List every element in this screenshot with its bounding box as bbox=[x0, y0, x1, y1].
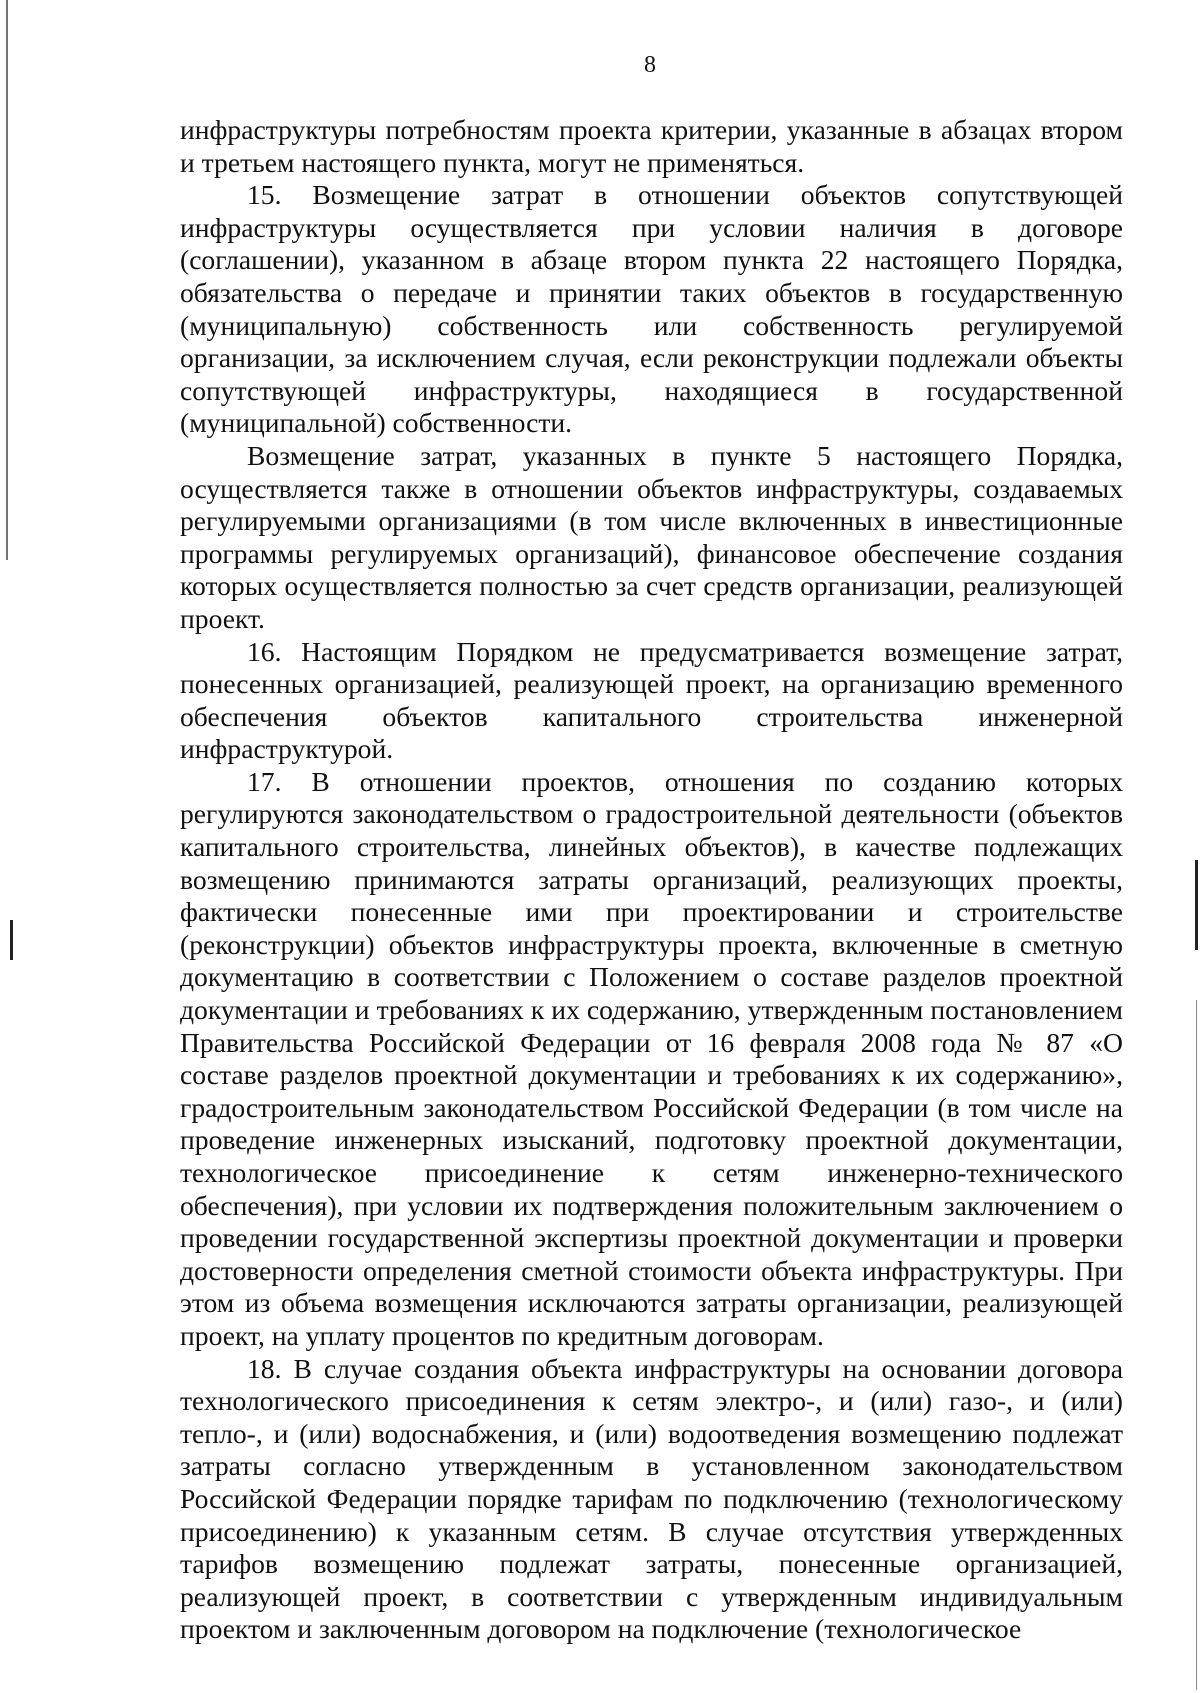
page-number: 8 bbox=[644, 52, 656, 78]
paragraph-item-15-second: Возмещение затрат, указанных в пункте 5 настоящего Порядка, осуществляется также в отношении объектов инфраструктуры, создаваемых регулируемыми организациями (в том числе включенных в инвестиционные программы регулируемых организаций), финансовое обеспечение создания которых осуществляется полностью за счет средств организации, реализующей проект. bbox=[180, 439, 1123, 634]
document-body bbox=[180, 114, 1123, 1646]
paragraph-item-15: 15. Возмещение затрат в отношении объектов сопутствующей инфраструктуры осуществляется при условии наличия в договоре (соглашении), указанном в абзаце втором пункта 22 настоящего Порядка, обязательства о передаче и принятии таких объектов в государственную (муниципальную) собственность или собственность регулируемой организации, за исключением случая, если реконструкции подлежали объекты сопутствующей инфраструктуры, находящиеся в государственной (муниципальной) собственности. bbox=[180, 179, 1123, 439]
scan-edge-right bbox=[1196, 1000, 1197, 1690]
scan-edge-left bbox=[6, 0, 8, 560]
scan-mark-right bbox=[1195, 860, 1198, 950]
paragraph-item-18: 18. В случае создания объекта инфраструктуры на основании договора технологического присоединения к сетям электро-, и (или) газо-, и (или) тепло-, и (или) водоснабжения, и (или) водоотведения возмещению подлежат затраты согласно утвержденным в установленном законодательством Российской Федерации порядке тарифам по подключению (технологическому присоединению) к указанным сетям. В случае отсутствия утвержденных тарифов возмещению подлежат затраты, понесенные организацией, реализующей проект, в соответствии с утвержденным индивидуальным проектом и заключенным договором на подключение (технологическое bbox=[180, 1352, 1123, 1645]
paragraph-continuation: инфраструктуры потребностям проекта критерии, указанные в абзацах втором и третьем настоящего пункта, могут не применяться. bbox=[180, 114, 1123, 178]
paragraph-item-16: 16. Настоящим Порядком не предусматривается возмещение затрат, понесенных организацией, реализующей проект, на организацию временного обеспечения объектов капитального строительства инженерной инфраструктурой. bbox=[180, 635, 1123, 765]
scan-mark-left bbox=[10, 920, 13, 960]
paragraph-item-17: 17. В отношении проектов, отношения по созданию которых регулируются законодательством о градостроительной деятельности (объектов капитального строительства, линейных объектов), в качестве подлежащих возмещению принимаются затраты организаций, реализующих проекты, фактически понесенные ими при проектировании и строительстве (реконструкции) объектов инфраструктуры проекта, включенные в сметную документацию в соответствии с Положением о составе разделов проектной документации и требованиях к их содержанию, утвержденным постановлением Правительства Российской Федерации от 16 февраля 2008 года № 87 «О составе разделов проектной документации и требованиях к их содержанию», градостроительным законодательством Российской Федерации (в том числе на проведение инженерных изысканий, подготовку проектной документации, технологическое присоединение к сетям инженерно-технического обеспечения), при условии их подтверждения положительным заключением о проведении государственной экспертизы проектной документации и проверки достоверности определения сметной стоимости объекта инфраструктуры. При этом из объема возмещения исключаются затраты организации, реализующей проект, на уплату процентов по кредитным договорам. bbox=[180, 765, 1123, 1351]
